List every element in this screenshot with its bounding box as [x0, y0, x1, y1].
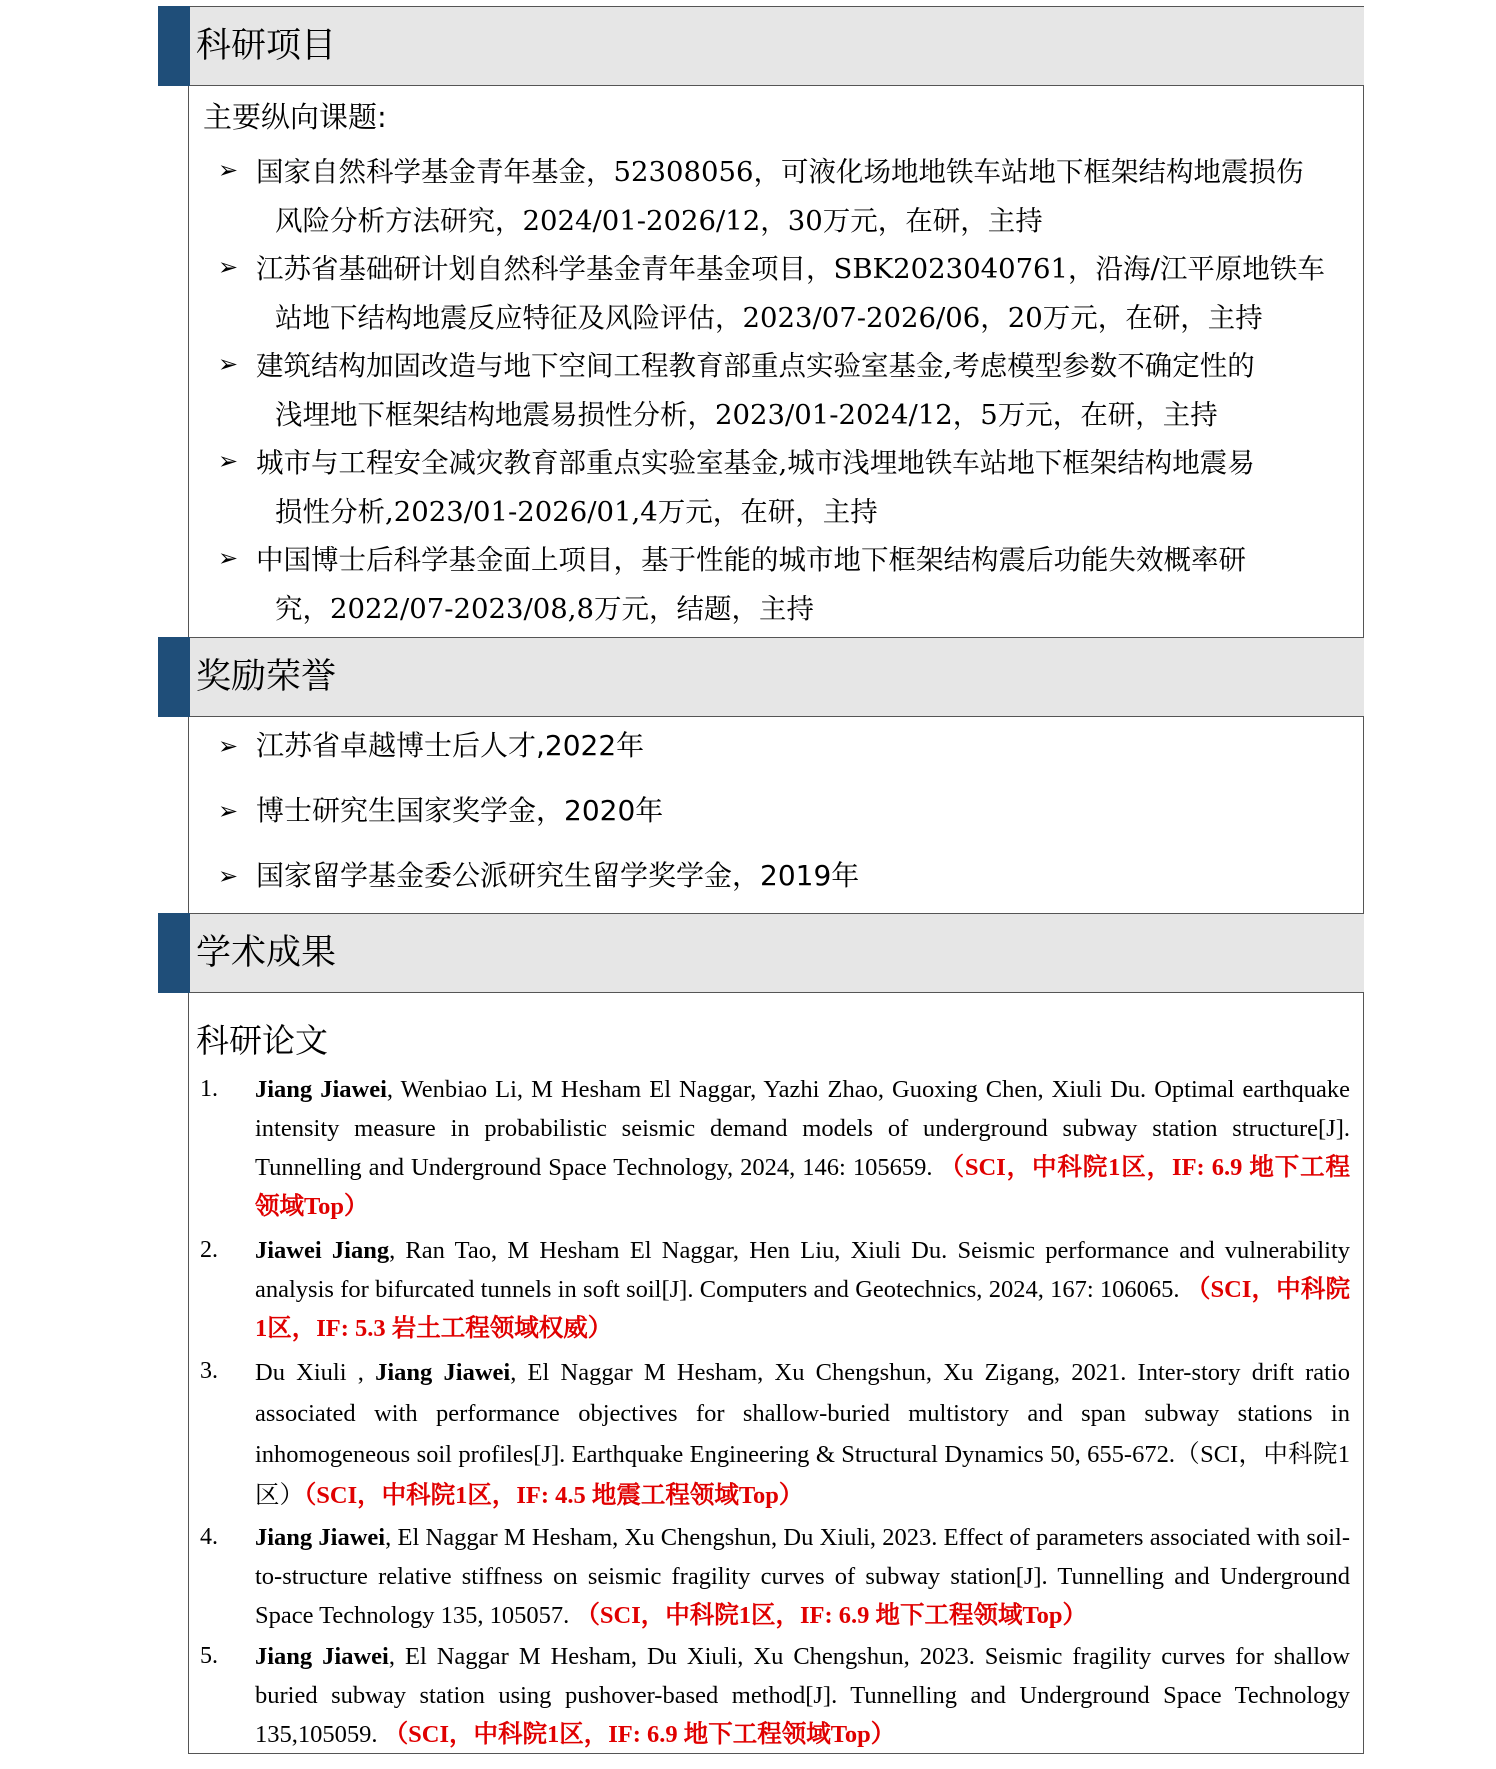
arrow-bullet-icon: ➢	[218, 862, 239, 890]
research-item-line2: 究，2022/07-2023/08,8万元，结题，主持	[275, 592, 815, 625]
arrow-bullet-icon: ➢	[218, 797, 239, 825]
research-item-line1: 国家自然科学基金青年基金，52308056，可液化场地地铁车站地下框架结构地震损伤	[256, 156, 1304, 188]
section-accent-bar	[158, 6, 190, 86]
paper-tag: （SCI，中科院1区，IF: 5.3 岩土工程领域权威）	[255, 1276, 1350, 1342]
research-item-line1: 城市与工程安全减灾教育部重点实验室基金,城市浅埋地铁车站地下框架结构地震易	[256, 447, 1255, 479]
research-item-line2: 站地下结构地震反应特征及风险评估，2023/07-2026/06，20万元，在研，主持	[275, 301, 1263, 334]
paper-author: Jiang Jiawei	[375, 1359, 511, 1386]
arrow-bullet-icon: ➢	[218, 350, 239, 378]
paper-author: Jiawei Jiang	[255, 1237, 390, 1264]
paper-citation: , Wenbiao Li, M Hesham El Naggar, Yazhi Zhao, Guoxing Chen, Xiuli Du. Optimal earthquake intensity measure in probabilistic seismic demand models of underground subway station structure[J]. Tunnelling and Underground Space Technology, 2024, 146: 105659.	[255, 1076, 1350, 1181]
paper-citation: , El Naggar M Hesham, Du Xiuli, Xu Chengshun, 2023. Seismic fragility curves for shallow buried subway station using pushover-based method[J]. Tunnelling and Underground Space Technology 135,105059.	[255, 1643, 1350, 1748]
paper-number: 1.	[200, 1076, 218, 1102]
section-header-achievements	[188, 913, 1364, 993]
paper-tag: （SCI，中科院1区，IF: 4.5 地震工程领域Top）	[304, 1482, 804, 1509]
paper-citation: , El Naggar M Hesham, Xu Chengshun, Xu Zigang, 2021. Inter-story drift ratio associated with performance objectives for shallow‐buried multistory and span subway stations in inhomogeneous soil profiles[J]. Earthquake Engineering & Structural Dynamics 50, 655-672.（SCI，中科院1区）	[255, 1359, 1350, 1509]
paper-citation: , El Naggar M Hesham, Xu Chengshun, Du Xiuli, 2023. Effect of parameters associated with soil-to-structure relative stiffness on seismic fragility curves of subway station[J]. Tunnelling and Underground Space Technology 135, 105057.	[255, 1524, 1350, 1629]
arrow-bullet-icon: ➢	[218, 447, 239, 475]
research-item-line1: 建筑结构加固改造与地下空间工程教育部重点实验室基金,考虑模型参数不确定性的	[256, 350, 1255, 382]
paper-pre: Du Xiuli ,	[255, 1359, 376, 1386]
paper-tag: （SCI，中科院1区，IF: 6.9 地下工程领域Top）	[383, 1721, 896, 1748]
paper-number: 4.	[200, 1524, 218, 1550]
arrow-bullet-icon: ➢	[218, 544, 239, 572]
research-item-line2: 损性分析,2023/01-2026/01,4万元，在研，主持	[275, 495, 878, 528]
arrow-bullet-icon: ➢	[218, 156, 239, 184]
arrow-bullet-icon: ➢	[218, 732, 239, 760]
award-item-text: 博士研究生国家奖学金，2020年	[256, 794, 664, 827]
section-title-awards: 奖励荣誉	[196, 657, 337, 697]
section-accent-bar	[158, 637, 190, 717]
research-item-line2: 浅埋地下框架结构地震易损性分析，2023/01-2024/12，5万元，在研，主持	[275, 398, 1218, 431]
research-item-line1: 中国博士后科学基金面上项目，基于性能的城市地下框架结构震后功能失效概率研	[256, 544, 1246, 576]
section-accent-bar	[158, 913, 190, 993]
paper-author: Jiang Jiawei	[255, 1524, 386, 1551]
research-subtitle: 主要纵向课题:	[203, 100, 387, 134]
paper-number: 5.	[200, 1643, 218, 1669]
paper-number: 3.	[200, 1358, 218, 1384]
section-header-awards	[188, 637, 1364, 717]
section-title-research: 科研项目	[196, 26, 337, 66]
paper-tag: （SCI，中科院1区，IF: 6.9 地下工程领域Top）	[575, 1602, 1087, 1629]
paper-number: 2.	[200, 1237, 218, 1263]
award-item-text: 国家留学基金委公派研究生留学奖学金，2019年	[256, 859, 860, 892]
research-item-line2: 风险分析方法研究，2024/01-2026/12，30万元，在研，主持	[275, 204, 1043, 237]
award-item-text: 江苏省卓越博士后人才,2022年	[256, 729, 645, 762]
paper-citation: , Ran Tao, M Hesham El Naggar, Hen Liu, Xiuli Du. Seismic performance and vulnerability analysis for bifurcated tunnels in soft soil[J]. Computers and Geotechnics, 2024, 167: 106065.	[255, 1237, 1350, 1303]
paper-author: Jiang Jiawei	[255, 1076, 387, 1103]
section-title-achievements: 学术成果	[196, 933, 337, 973]
paper-tag: （SCI，中科院1区，IF: 6.9 地下工程领域Top）	[255, 1154, 1350, 1220]
papers-subtitle: 科研论文	[196, 1021, 328, 1060]
arrow-bullet-icon: ➢	[218, 253, 239, 281]
research-item-line1: 江苏省基础研计划自然科学基金青年基金项目，SBK2023040761，沿海/江平原地铁车	[256, 253, 1325, 285]
section-header-research	[188, 6, 1364, 86]
paper-author: Jiang Jiawei	[255, 1643, 389, 1670]
